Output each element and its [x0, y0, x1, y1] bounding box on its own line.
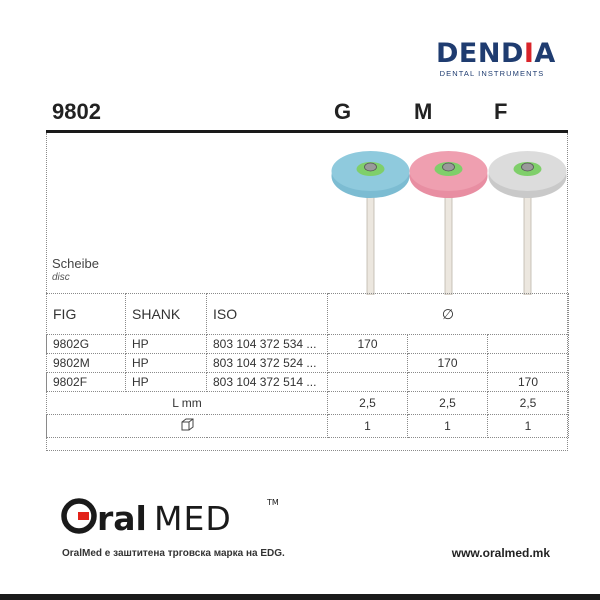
product-code: 9802	[52, 99, 101, 124]
cell-fig: 9802F	[47, 373, 126, 392]
dendia-subtitle: DENTAL INSTRUMENTS	[439, 69, 545, 78]
disc-bur-f-image	[487, 150, 569, 295]
cell-diameter-m	[408, 373, 488, 392]
table-row	[47, 335, 569, 354]
spec-table	[46, 293, 569, 438]
cell-shank: HP	[126, 354, 207, 373]
table-row	[47, 373, 569, 392]
dendia-logo	[436, 38, 556, 78]
trademark-note: OralMed е заштитена трговска марка на EDG.	[62, 548, 285, 559]
cell-shank: HP	[126, 335, 207, 354]
length-value-f: 2,5	[488, 392, 569, 415]
pack-label	[47, 415, 328, 438]
pack-value-m: 1	[408, 415, 488, 438]
caption-main: Scheibe	[52, 256, 99, 271]
bottom-strip	[0, 594, 600, 600]
table-row	[47, 354, 569, 373]
product-caption	[52, 256, 99, 284]
website-link[interactable]: www.oralmed.mk	[451, 546, 550, 560]
package-box-icon	[180, 418, 194, 431]
header-fig: FIG	[47, 294, 126, 335]
logo-text-part: DEND	[436, 38, 524, 69]
cell-diameter-g	[328, 354, 408, 373]
cell-fig: 9802G	[47, 335, 126, 354]
trademark-sign: TM	[267, 498, 279, 507]
grit-label-g: G	[334, 99, 352, 124]
oralmed-wordmark	[60, 492, 290, 536]
dendia-wordmark	[436, 38, 556, 69]
length-value-m: 2,5	[408, 392, 488, 415]
grit-label-m: M	[414, 99, 433, 124]
cell-shank: HP	[126, 373, 207, 392]
pack-value-f: 1	[488, 415, 569, 438]
cell-diameter-f	[488, 354, 569, 373]
length-label: L mm	[47, 392, 328, 415]
oralmed-logo	[60, 492, 290, 536]
cell-diameter-f: 170	[488, 373, 569, 392]
logo-text-accent: I	[523, 38, 535, 69]
cell-fig: 9802M	[47, 354, 126, 373]
header-shank: SHANK	[126, 294, 207, 335]
caption-sub: disc	[52, 272, 70, 283]
header-iso: ISO	[207, 294, 328, 335]
pack-value-g: 1	[328, 415, 408, 438]
disc-bur-m-image	[408, 150, 490, 295]
cell-iso: 803 104 372 524 ...	[207, 354, 328, 373]
cell-iso: 803 104 372 534 ...	[207, 335, 328, 354]
length-row	[47, 392, 569, 415]
cell-diameter-f	[488, 335, 569, 354]
oralmed-med-text: MED	[154, 499, 232, 536]
cell-diameter-g	[328, 373, 408, 392]
grit-label-f: F	[494, 99, 508, 124]
header-diameter: ∅	[328, 294, 569, 335]
svg-text:ral: ral	[97, 499, 147, 536]
length-value-g: 2,5	[328, 392, 408, 415]
table-header-row	[47, 294, 569, 335]
pack-row	[47, 415, 569, 438]
logo-text-part: A	[534, 38, 556, 69]
disc-bur-g-image	[330, 150, 412, 295]
cell-diameter-m: 170	[408, 354, 488, 373]
cell-diameter-g: 170	[328, 335, 408, 354]
cell-diameter-m	[408, 335, 488, 354]
cell-iso: 803 104 372 514 ...	[207, 373, 328, 392]
